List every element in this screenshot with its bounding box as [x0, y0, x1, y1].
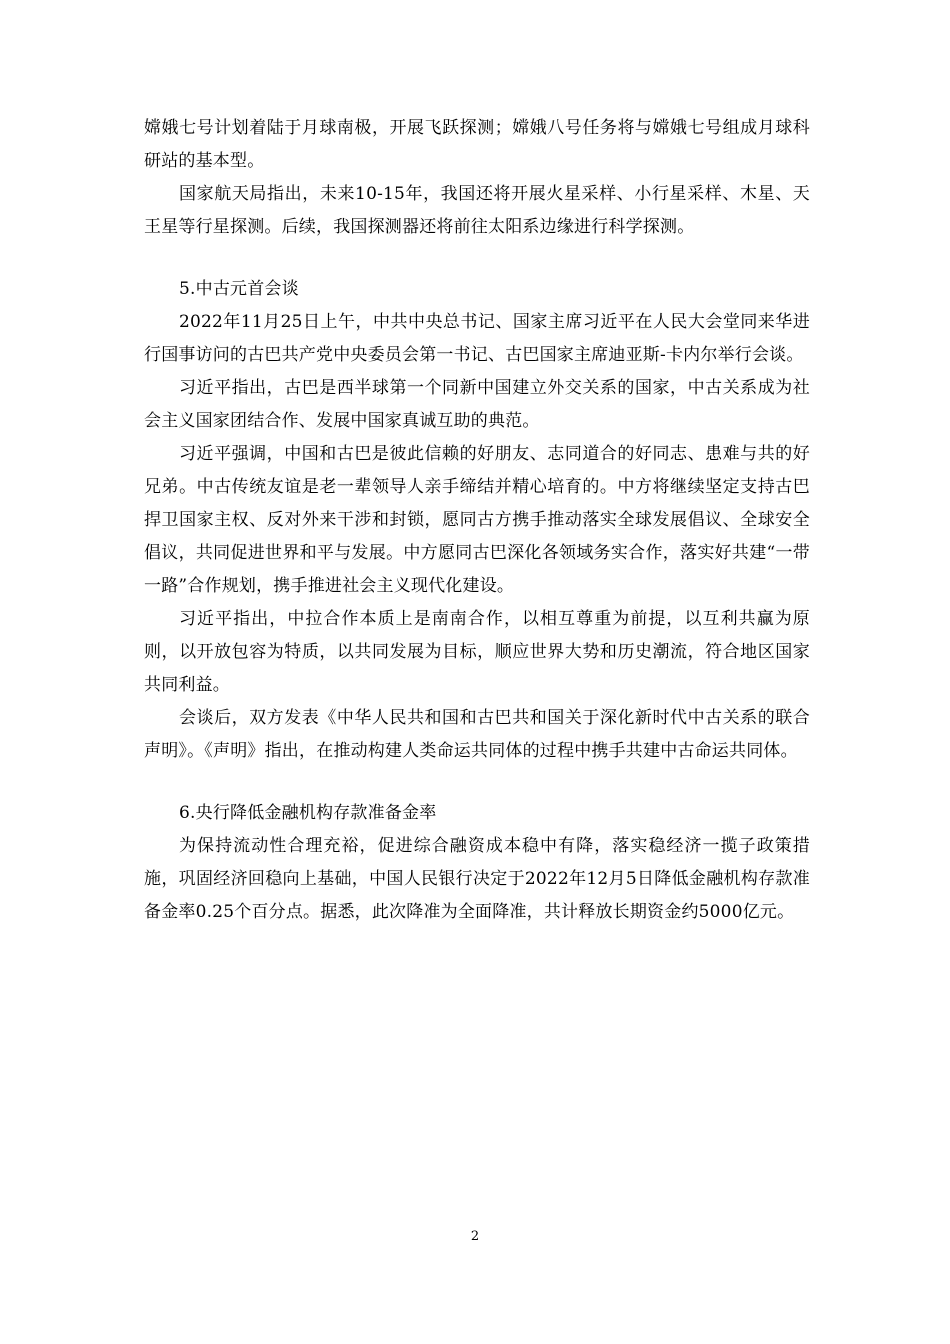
- paragraph-rrr-cut: 为保持流动性合理充裕，促进综合融资成本稳中有降，落实稳经济一揽子政策措施，巩固经济回稳向上基础，中国人民银行决定于2022年12月5日降低金融机构存款准备金率0.25个百分点。据悉，此次降准为全面降准，共计释放长期资金约5000亿元。: [144, 836, 810, 922]
- paragraph-xi-emphasis: 习近平强调，中国和古巴是彼此信赖的好朋友、志同道合的好同志、患难与共的好兄弟。中古传统友谊是老一辈领导人亲手缔结并精心培育的。中方将继续坚定支持古巴捍卫国家主权、反对外来干涉和封锁，愿同古方携手推动落实全球发展倡议、全球安全倡议，共同促进世界和平与发展。中方愿同古巴深化各领域务实合作，落实好共建“一带一路”合作规划，携手推进社会主义现代化建设。: [144, 444, 810, 596]
- paragraph-meeting-intro: 2022年11月25日上午，中共中央总书记、国家主席习近平在人民大会堂同来华进行国事访问的古巴共产党中央委员会第一书记、古巴国家主席迪亚斯-卡内尔举行会谈。: [144, 312, 810, 365]
- section-gap: [144, 244, 810, 273]
- paragraph-space-future: 国家航天局指出，未来10-15年，我国还将开展火星采样、小行星采样、木星、天王星等行星探测。后续，我国探测器还将前往太阳系边缘进行科学探测。: [144, 184, 810, 237]
- document-body: [144, 112, 810, 929]
- paragraph-latam-cooperation: 习近平指出，中拉合作本质上是南南合作，以相互尊重为前提，以互利共赢为原则，以开放包容为特质，以共同发展为目标，顺应世界大势和历史潮流，符合地区国家共同利益。: [144, 609, 810, 695]
- paragraph-change7-plan: 嫦娥七号计划着陆于月球南极，开展飞跃探测；嫦娥八号任务将与嫦娥七号组成月球科研站的基本型。: [144, 118, 810, 171]
- paragraph-joint-statement: 会谈后，双方发表《中华人民共和国和古巴共和国关于深化新时代中古关系的联合声明》。《声明》指出，在推动构建人类命运共同体的过程中携手共建中古命运共同体。: [144, 708, 810, 761]
- section-gap: [144, 768, 810, 797]
- page-number: 2: [470, 1229, 480, 1244]
- section-heading-6: 6.央行降低金融机构存款准备金率: [179, 803, 437, 823]
- section-heading-5: 5.中古元首会谈: [179, 279, 299, 299]
- paragraph-cuba-relations: 习近平指出，古巴是西半球第一个同新中国建立外交关系的国家，中古关系成为社会主义国家团结合作、发展中国家真诚互助的典范。: [144, 378, 810, 431]
